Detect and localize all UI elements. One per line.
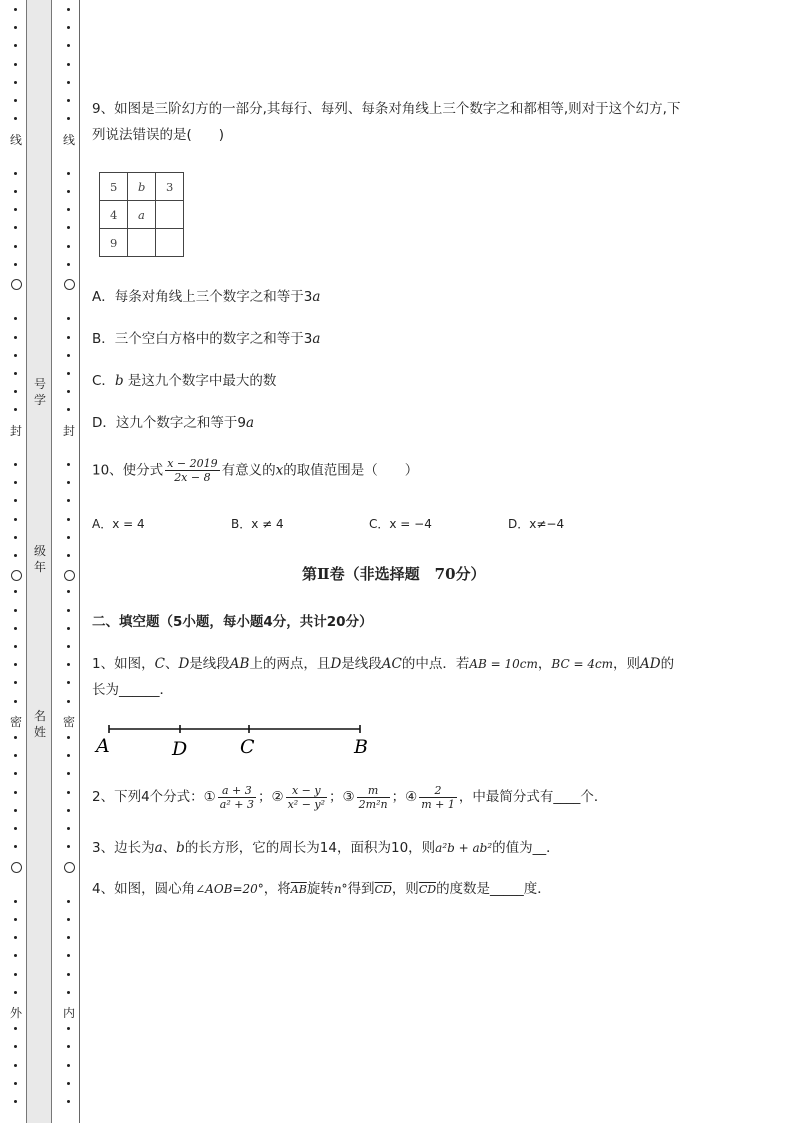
f3-line	[92, 839, 560, 857]
f2-fraction-4	[419, 784, 457, 811]
f4-line	[92, 880, 551, 899]
segment-diagram	[90, 720, 380, 760]
margin-dot	[67, 1082, 70, 1085]
margin-dot	[67, 900, 70, 903]
label-char: 姓	[33, 725, 46, 739]
margin-dot	[14, 1045, 17, 1048]
q10-suffix: 有意义的	[221, 462, 276, 479]
margin-dot	[14, 117, 17, 120]
margin-dot	[67, 172, 70, 175]
option-var: a	[312, 289, 321, 305]
margin-dot	[67, 44, 70, 47]
outer-mark-feng: 封	[9, 424, 22, 438]
margin-dot	[67, 681, 70, 684]
margin-dot	[14, 499, 17, 502]
f4-arc: $\overline{AB}$	[290, 883, 307, 896]
name-label	[25, 708, 55, 740]
label-char: 年	[33, 560, 46, 574]
label-char: 级	[33, 544, 46, 558]
f1-text: 1、如图，	[92, 656, 155, 672]
fraction-numerator: a + 3	[218, 784, 256, 798]
margin-dot	[67, 26, 70, 29]
fraction-denominator: m + 1	[421, 797, 455, 811]
q9-text-line1: 9、如图是三阶幻方的一部分,其每行、每列、每条对角线上三个数字之和都相等,则对于这个幻方,下	[92, 101, 681, 117]
margin-dot	[14, 354, 17, 357]
margin-dot	[67, 463, 70, 466]
margin-dot	[67, 645, 70, 648]
fraction-denominator: 2m²n	[358, 797, 388, 811]
option-text: D．这九个数字之和等于9	[92, 415, 246, 431]
f3-text: 的值为__．	[492, 840, 560, 856]
margin-dot	[67, 627, 70, 630]
f4-text: ，则	[391, 881, 419, 897]
option-text: C．	[92, 373, 115, 389]
margin-dot	[67, 408, 70, 411]
point-label-a: A	[96, 735, 110, 757]
outer-dot-column	[8, 0, 24, 1123]
f1-expr: BC = 4cm	[551, 657, 614, 671]
f1-text: ，	[537, 656, 552, 672]
margin-right-rule	[79, 0, 80, 1123]
inner-circle-2	[64, 570, 75, 581]
margin-dot	[67, 1045, 70, 1048]
margin-dot	[67, 736, 70, 739]
magic-square-grid	[99, 172, 184, 257]
margin-dot	[67, 590, 70, 593]
margin-dot	[67, 390, 70, 393]
f2-line	[92, 782, 607, 812]
inner-circle-3	[64, 862, 75, 873]
margin-dot	[14, 1027, 17, 1030]
fraction-numerator: 2	[419, 784, 457, 798]
f4-angle: ∠AOB=20°	[195, 882, 264, 896]
f1-text: 、	[164, 656, 179, 672]
margin-dot	[14, 609, 17, 612]
f2-text: ；②	[257, 789, 284, 805]
margin-dot	[14, 936, 17, 939]
margin-dot	[14, 463, 17, 466]
margin-dot	[67, 63, 70, 66]
margin-dot	[14, 772, 17, 775]
margin-dot	[14, 736, 17, 739]
margin-dot	[67, 81, 70, 84]
f2-text: ；③	[329, 789, 355, 805]
grid-cell: a	[128, 201, 156, 229]
margin-dot	[14, 390, 17, 393]
option-text: B．三个空白方格中的数字之和等于3	[92, 331, 313, 347]
outer-circle-2	[11, 570, 22, 581]
point-label-c: C	[240, 736, 255, 758]
inner-mark-nei: 内	[62, 1006, 75, 1020]
margin-dot	[14, 317, 17, 320]
f1-var: D	[178, 656, 190, 672]
margin-dot	[67, 754, 70, 757]
margin-dot	[67, 936, 70, 939]
option-var: a	[245, 415, 255, 431]
inner-mark-mi: 密	[62, 715, 75, 729]
f1-var: D	[330, 656, 342, 672]
margin-dot	[14, 518, 17, 521]
margin-dot	[14, 663, 17, 666]
f1-line2: 长为______．	[92, 682, 173, 698]
grid-cell: 3	[156, 173, 184, 201]
margin-dot	[14, 590, 17, 593]
grid-cell	[156, 229, 184, 257]
inner-mark-xian: 线	[62, 133, 75, 147]
f1-line1	[92, 655, 674, 673]
option-var: b	[114, 373, 124, 389]
margin-dot	[67, 372, 70, 375]
margin-dot	[67, 918, 70, 921]
margin-dot	[67, 8, 70, 11]
margin-dot	[67, 791, 70, 794]
q10-text	[92, 457, 418, 484]
fraction-denominator: x² − y²	[287, 797, 326, 811]
f1-var: AB	[229, 656, 250, 672]
f4-text: 的度数是_____度．	[436, 881, 551, 897]
f1-text: 的中点．若	[401, 656, 470, 672]
f2-fraction-3	[357, 784, 390, 811]
option-text: A．每条对角线上三个数字之和等于3	[92, 289, 313, 305]
inner-circle-1	[64, 279, 75, 290]
margin-dot	[67, 117, 70, 120]
margin-dot	[67, 700, 70, 703]
margin-dot	[14, 208, 17, 211]
section-subtitle: 二、填空题（5小题，每小题4分，共计20分）	[92, 614, 373, 630]
q9-option-b	[92, 330, 320, 348]
outer-mark-wai: 外	[9, 1006, 22, 1020]
f3-text: 3、边长为	[92, 840, 155, 856]
f2-text: ；④	[391, 789, 418, 805]
fraction-numerator: x − y	[286, 784, 327, 798]
margin-dot	[14, 918, 17, 921]
margin-dot	[67, 1064, 70, 1067]
margin-dot	[67, 772, 70, 775]
fraction-denominator: 2x − 8	[174, 471, 211, 484]
f4-text: 得到	[347, 881, 375, 897]
margin-dot	[67, 991, 70, 994]
margin-dot	[14, 681, 17, 684]
outer-mark-mi: 密	[9, 715, 22, 729]
margin-dot	[14, 1064, 17, 1067]
f3-text: 的长方形，它的周长为14，面积为10，则	[184, 840, 436, 856]
f4-text: 旋转	[306, 881, 334, 897]
fraction-denominator: a² + 3	[219, 797, 254, 811]
f1-var: C	[154, 656, 165, 672]
fraction-numerator: x − 2019	[167, 457, 218, 470]
f1-text: 上的两点，且	[249, 656, 331, 672]
margin-dot	[67, 954, 70, 957]
f4-deg: n°	[333, 882, 348, 896]
margin-dot	[67, 827, 70, 830]
margin-dot	[67, 973, 70, 976]
margin-dot	[14, 63, 17, 66]
f3-expr: a²b + ab²	[435, 841, 493, 855]
margin-dot	[67, 554, 70, 557]
grid-cell: 9	[100, 229, 128, 257]
margin-dot	[14, 44, 17, 47]
margin-dot	[14, 754, 17, 757]
grid-cell: 4	[100, 201, 128, 229]
inner-dot-column	[61, 0, 77, 1123]
grade-label	[25, 543, 55, 575]
margin-dot	[14, 900, 17, 903]
q10-option-a: A．x = 4	[92, 517, 145, 531]
label-char: 学	[33, 393, 46, 407]
q10-suffix: 的取值范围是（ ）	[283, 462, 419, 479]
margin-dot	[14, 700, 17, 703]
grid-cell	[128, 229, 156, 257]
f4-arc: $\overline{CD}$	[374, 883, 392, 896]
margin-dot	[14, 991, 17, 994]
f2-text: 2、下列4个分式：①	[92, 789, 216, 805]
margin-dot	[14, 263, 17, 266]
q10-option-b: B．x ≠ 4	[231, 517, 284, 531]
margin-dot	[67, 263, 70, 266]
margin-dot	[14, 845, 17, 848]
margin-dot	[14, 8, 17, 11]
margin-dot	[14, 81, 17, 84]
margin-dot	[67, 809, 70, 812]
margin-dot	[67, 317, 70, 320]
grid-cell: 5	[100, 173, 128, 201]
f1-var: AC	[381, 656, 402, 672]
margin-dot	[14, 372, 17, 375]
f2-fraction-1	[218, 784, 256, 811]
f1-text: ，则	[613, 656, 641, 672]
margin-dot	[14, 226, 17, 229]
f1-text: 是线段	[189, 656, 230, 672]
q9-option-a	[92, 288, 320, 306]
f1-expr: AB = 10cm	[469, 657, 538, 671]
q10-option-c: C．x = −4	[369, 517, 432, 531]
margin-dot	[14, 1100, 17, 1103]
margin-dot	[67, 208, 70, 211]
margin-dot	[67, 190, 70, 193]
outer-circle-3	[11, 862, 22, 873]
q10-var: x	[275, 462, 284, 479]
margin-dot	[14, 481, 17, 484]
margin-dot	[67, 1100, 70, 1103]
option-var: a	[312, 331, 321, 347]
q9-option-c	[92, 372, 276, 390]
student-number-label	[25, 376, 55, 408]
margin-dot	[14, 172, 17, 175]
margin-dot	[67, 354, 70, 357]
label-char: 号	[33, 377, 46, 391]
margin-dot	[14, 827, 17, 830]
f3-var: a	[154, 840, 163, 856]
point-label-b: B	[354, 736, 368, 758]
f1-text: 是线段	[341, 656, 382, 672]
margin-dot	[67, 1027, 70, 1030]
margin-dot	[14, 245, 17, 248]
q9-option-d	[92, 414, 254, 432]
f3-text: 、	[162, 840, 177, 856]
margin-dot	[67, 609, 70, 612]
outer-mark-xian: 线	[9, 133, 22, 147]
inner-mark-feng: 封	[62, 424, 75, 438]
margin-dot	[14, 26, 17, 29]
margin-dot	[14, 99, 17, 102]
margin-dot	[67, 518, 70, 521]
margin-dot	[14, 973, 17, 976]
f4-arc: $\overline{CD}$	[418, 883, 437, 896]
margin-dot	[67, 226, 70, 229]
label-char: 名	[33, 709, 46, 723]
margin-dot	[67, 336, 70, 339]
f4-text: ，将	[263, 881, 291, 897]
margin-dot	[14, 408, 17, 411]
fraction-numerator: m	[357, 784, 390, 798]
margin-dot	[14, 536, 17, 539]
q9-text-line2: 列说法错误的是( )	[92, 127, 225, 143]
grid-cell: b	[128, 173, 156, 201]
grid-cell	[156, 201, 184, 229]
margin-dot	[14, 954, 17, 957]
section-title: 第Ⅱ卷（非选择题 70分）	[302, 565, 486, 583]
margin-dot	[14, 190, 17, 193]
f1-var: AD	[640, 656, 661, 672]
margin-dot	[67, 663, 70, 666]
margin-dot	[14, 809, 17, 812]
margin-dot	[14, 554, 17, 557]
q10-option-d: D．x≠−4	[508, 517, 565, 531]
q10-fraction	[165, 457, 219, 484]
f1-text: 的	[660, 656, 675, 672]
margin-dot	[67, 499, 70, 502]
f2-fraction-2	[286, 784, 327, 811]
outer-circle-1	[11, 279, 22, 290]
margin-dot	[67, 99, 70, 102]
margin-dot	[14, 627, 17, 630]
margin-dot	[14, 645, 17, 648]
margin-dot	[67, 245, 70, 248]
margin-dot	[14, 336, 17, 339]
f4-text: 4、如图，圆心角	[92, 881, 196, 897]
margin-dot	[67, 536, 70, 539]
option-text: 是这九个数字中最大的数	[123, 373, 277, 389]
f3-var: b	[176, 840, 185, 856]
margin-dot	[14, 1082, 17, 1085]
margin-dot	[67, 481, 70, 484]
point-label-d: D	[172, 738, 188, 760]
margin-dot	[14, 791, 17, 794]
f2-text: ，中最简分式有____个．	[458, 789, 608, 805]
margin-dot	[67, 845, 70, 848]
q10-prefix: 10、使分式	[92, 462, 164, 479]
